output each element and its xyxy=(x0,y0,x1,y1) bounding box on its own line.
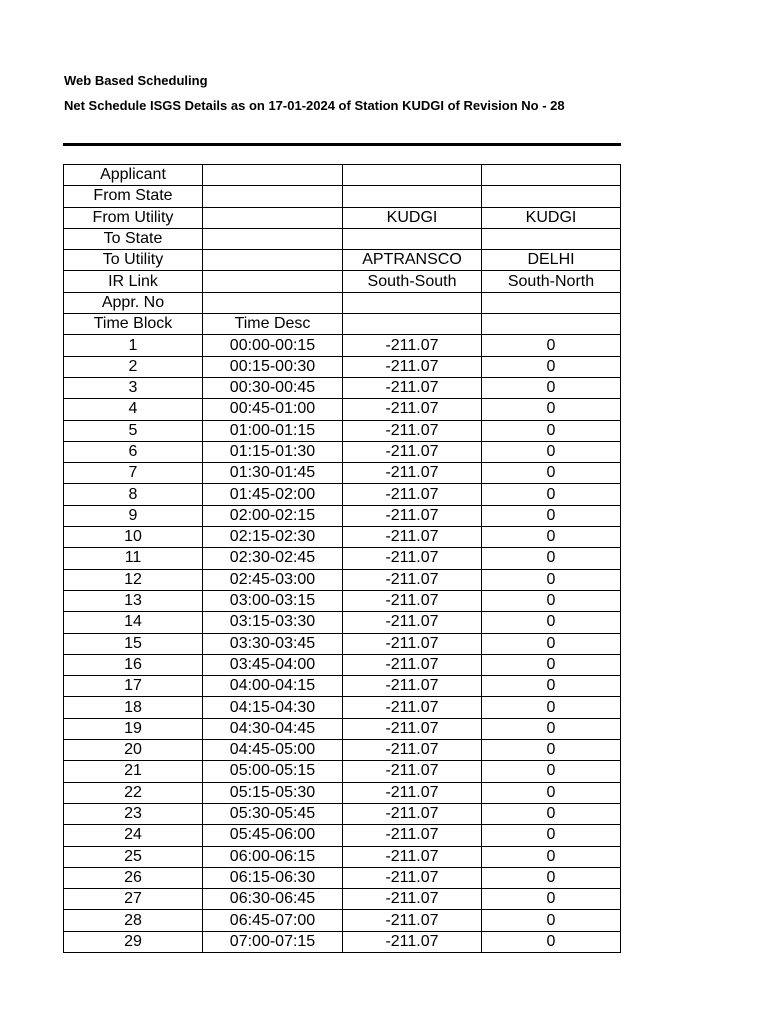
meta-cell-label: Time Block xyxy=(64,314,203,335)
time-block-cell: 2 xyxy=(64,356,203,377)
time-block-cell: 23 xyxy=(64,803,203,824)
table-row xyxy=(64,803,621,824)
time-desc-cell: 04:45-05:00 xyxy=(203,740,343,761)
aptransco-value-cell: -211.07 xyxy=(343,633,482,654)
aptransco-value-cell: -211.07 xyxy=(343,335,482,356)
time-block-cell: 18 xyxy=(64,697,203,718)
table-row xyxy=(64,846,621,867)
table-row xyxy=(64,740,621,761)
table-row xyxy=(64,399,621,420)
table-row xyxy=(64,463,621,484)
delhi-value-cell: 0 xyxy=(482,740,621,761)
delhi-value-cell: 0 xyxy=(482,377,621,398)
meta-cell-c2 xyxy=(203,271,343,292)
delhi-value-cell: 0 xyxy=(482,718,621,739)
time-block-cell: 10 xyxy=(64,527,203,548)
meta-cell-c3: KUDGI xyxy=(343,207,482,228)
time-block-cell: 24 xyxy=(64,825,203,846)
meta-cell-c2 xyxy=(203,228,343,249)
table-row xyxy=(64,548,621,569)
time-desc-cell: 01:00-01:15 xyxy=(203,420,343,441)
aptransco-value-cell: -211.07 xyxy=(343,867,482,888)
meta-row xyxy=(64,271,621,292)
time-block-cell: 7 xyxy=(64,463,203,484)
table-row xyxy=(64,889,621,910)
meta-cell-c2 xyxy=(203,250,343,271)
delhi-value-cell: 0 xyxy=(482,654,621,675)
meta-row xyxy=(64,165,621,186)
meta-cell-c2 xyxy=(203,207,343,228)
table-row xyxy=(64,420,621,441)
table-row xyxy=(64,761,621,782)
time-block-cell: 28 xyxy=(64,910,203,931)
meta-cell-label: From Utility xyxy=(64,207,203,228)
time-block-cell: 16 xyxy=(64,654,203,675)
delhi-value-cell: 0 xyxy=(482,803,621,824)
aptransco-value-cell: -211.07 xyxy=(343,569,482,590)
table-row xyxy=(64,569,621,590)
aptransco-value-cell: -211.07 xyxy=(343,931,482,952)
aptransco-value-cell: -211.07 xyxy=(343,761,482,782)
aptransco-value-cell: -211.07 xyxy=(343,420,482,441)
time-desc-cell: 03:00-03:15 xyxy=(203,590,343,611)
meta-cell-c3 xyxy=(343,228,482,249)
table-row xyxy=(64,718,621,739)
meta-cell-c4: DELHI xyxy=(482,250,621,271)
meta-cell-c4 xyxy=(482,228,621,249)
table-row xyxy=(64,782,621,803)
time-desc-cell: 04:30-04:45 xyxy=(203,718,343,739)
meta-row xyxy=(64,207,621,228)
time-block-cell: 14 xyxy=(64,612,203,633)
aptransco-value-cell: -211.07 xyxy=(343,846,482,867)
document-subtitle: Net Schedule ISGS Details as on 17-01-2024 of Station KUDGI of Revision No - 28 xyxy=(64,98,565,113)
meta-cell-c4: KUDGI xyxy=(482,207,621,228)
aptransco-value-cell: -211.07 xyxy=(343,548,482,569)
meta-cell-c4: South-North xyxy=(482,271,621,292)
meta-cell-c2 xyxy=(203,292,343,313)
time-desc-cell: 02:30-02:45 xyxy=(203,548,343,569)
meta-row xyxy=(64,228,621,249)
delhi-value-cell: 0 xyxy=(482,931,621,952)
delhi-value-cell: 0 xyxy=(482,676,621,697)
delhi-value-cell: 0 xyxy=(482,569,621,590)
time-block-cell: 11 xyxy=(64,548,203,569)
time-desc-cell: 05:45-06:00 xyxy=(203,825,343,846)
time-desc-cell: 06:15-06:30 xyxy=(203,867,343,888)
schedule-rows xyxy=(64,335,621,953)
meta-cell-c3 xyxy=(343,292,482,313)
time-block-cell: 9 xyxy=(64,505,203,526)
delhi-value-cell: 0 xyxy=(482,356,621,377)
time-block-cell: 22 xyxy=(64,782,203,803)
meta-row xyxy=(64,292,621,313)
aptransco-value-cell: -211.07 xyxy=(343,803,482,824)
aptransco-value-cell: -211.07 xyxy=(343,399,482,420)
meta-cell-c3: South-South xyxy=(343,271,482,292)
meta-cell-c2 xyxy=(203,165,343,186)
delhi-value-cell: 0 xyxy=(482,441,621,462)
meta-cell-label: To State xyxy=(64,228,203,249)
aptransco-value-cell: -211.07 xyxy=(343,463,482,484)
time-block-cell: 15 xyxy=(64,633,203,654)
table-row xyxy=(64,867,621,888)
delhi-value-cell: 0 xyxy=(482,889,621,910)
meta-row xyxy=(64,186,621,207)
meta-cell-label: To Utility xyxy=(64,250,203,271)
time-desc-cell: 05:00-05:15 xyxy=(203,761,343,782)
time-desc-cell: 06:30-06:45 xyxy=(203,889,343,910)
time-block-cell: 29 xyxy=(64,931,203,952)
aptransco-value-cell: -211.07 xyxy=(343,782,482,803)
aptransco-value-cell: -211.07 xyxy=(343,590,482,611)
time-block-cell: 5 xyxy=(64,420,203,441)
delhi-value-cell: 0 xyxy=(482,633,621,654)
time-desc-cell: 05:30-05:45 xyxy=(203,803,343,824)
time-block-cell: 17 xyxy=(64,676,203,697)
time-desc-cell: 06:00-06:15 xyxy=(203,846,343,867)
time-desc-cell: 07:00-07:15 xyxy=(203,931,343,952)
meta-cell-label: Applicant xyxy=(64,165,203,186)
time-block-cell: 26 xyxy=(64,867,203,888)
delhi-value-cell: 0 xyxy=(482,463,621,484)
delhi-value-cell: 0 xyxy=(482,782,621,803)
time-desc-cell: 03:15-03:30 xyxy=(203,612,343,633)
time-block-cell: 4 xyxy=(64,399,203,420)
aptransco-value-cell: -211.07 xyxy=(343,441,482,462)
meta-cell-c3 xyxy=(343,165,482,186)
time-block-cell: 1 xyxy=(64,335,203,356)
meta-cell-c4 xyxy=(482,186,621,207)
table-row xyxy=(64,441,621,462)
time-block-cell: 12 xyxy=(64,569,203,590)
time-block-cell: 13 xyxy=(64,590,203,611)
time-desc-cell: 00:45-01:00 xyxy=(203,399,343,420)
meta-cell-c3 xyxy=(343,314,482,335)
meta-cell-label: From State xyxy=(64,186,203,207)
meta-cell-c2: Time Desc xyxy=(203,314,343,335)
aptransco-value-cell: -211.07 xyxy=(343,889,482,910)
table-row xyxy=(64,527,621,548)
delhi-value-cell: 0 xyxy=(482,335,621,356)
aptransco-value-cell: -211.07 xyxy=(343,505,482,526)
time-desc-cell: 06:45-07:00 xyxy=(203,910,343,931)
time-desc-cell: 05:15-05:30 xyxy=(203,782,343,803)
aptransco-value-cell: -211.07 xyxy=(343,527,482,548)
time-desc-cell: 00:15-00:30 xyxy=(203,356,343,377)
aptransco-value-cell: -211.07 xyxy=(343,356,482,377)
time-desc-cell: 02:00-02:15 xyxy=(203,505,343,526)
time-desc-cell: 04:15-04:30 xyxy=(203,697,343,718)
delhi-value-cell: 0 xyxy=(482,399,621,420)
aptransco-value-cell: -211.07 xyxy=(343,740,482,761)
time-block-cell: 20 xyxy=(64,740,203,761)
time-desc-cell: 03:30-03:45 xyxy=(203,633,343,654)
table-row xyxy=(64,335,621,356)
table-row xyxy=(64,505,621,526)
meta-row xyxy=(64,314,621,335)
delhi-value-cell: 0 xyxy=(482,420,621,441)
aptransco-value-cell: -211.07 xyxy=(343,612,482,633)
net-schedule-table xyxy=(63,164,621,953)
header-divider xyxy=(63,143,621,146)
table-row xyxy=(64,697,621,718)
delhi-value-cell: 0 xyxy=(482,867,621,888)
aptransco-value-cell: -211.07 xyxy=(343,910,482,931)
delhi-value-cell: 0 xyxy=(482,697,621,718)
delhi-value-cell: 0 xyxy=(482,825,621,846)
time-desc-cell: 01:45-02:00 xyxy=(203,484,343,505)
delhi-value-cell: 0 xyxy=(482,846,621,867)
aptransco-value-cell: -211.07 xyxy=(343,697,482,718)
meta-cell-label: Appr. No xyxy=(64,292,203,313)
time-block-cell: 6 xyxy=(64,441,203,462)
table-row xyxy=(64,484,621,505)
table-row xyxy=(64,356,621,377)
meta-cell-c4 xyxy=(482,292,621,313)
time-desc-cell: 00:00-00:15 xyxy=(203,335,343,356)
time-block-cell: 21 xyxy=(64,761,203,782)
time-block-cell: 19 xyxy=(64,718,203,739)
delhi-value-cell: 0 xyxy=(482,484,621,505)
document-title: Web Based Scheduling xyxy=(64,73,208,88)
time-desc-cell: 01:15-01:30 xyxy=(203,441,343,462)
table-row xyxy=(64,612,621,633)
meta-row xyxy=(64,250,621,271)
time-block-cell: 25 xyxy=(64,846,203,867)
time-desc-cell: 00:30-00:45 xyxy=(203,377,343,398)
time-desc-cell: 04:00-04:15 xyxy=(203,676,343,697)
meta-rows xyxy=(64,165,621,335)
table-row xyxy=(64,931,621,952)
aptransco-value-cell: -211.07 xyxy=(343,484,482,505)
table-row xyxy=(64,590,621,611)
aptransco-value-cell: -211.07 xyxy=(343,377,482,398)
delhi-value-cell: 0 xyxy=(482,527,621,548)
delhi-value-cell: 0 xyxy=(482,910,621,931)
meta-cell-c3 xyxy=(343,186,482,207)
aptransco-value-cell: -211.07 xyxy=(343,718,482,739)
table-row xyxy=(64,633,621,654)
time-desc-cell: 02:45-03:00 xyxy=(203,569,343,590)
meta-cell-c4 xyxy=(482,314,621,335)
time-block-cell: 27 xyxy=(64,889,203,910)
time-block-cell: 8 xyxy=(64,484,203,505)
delhi-value-cell: 0 xyxy=(482,548,621,569)
time-desc-cell: 02:15-02:30 xyxy=(203,527,343,548)
aptransco-value-cell: -211.07 xyxy=(343,825,482,846)
aptransco-value-cell: -211.07 xyxy=(343,676,482,697)
table-row xyxy=(64,825,621,846)
delhi-value-cell: 0 xyxy=(482,761,621,782)
aptransco-value-cell: -211.07 xyxy=(343,654,482,675)
delhi-value-cell: 0 xyxy=(482,505,621,526)
delhi-value-cell: 0 xyxy=(482,590,621,611)
delhi-value-cell: 0 xyxy=(482,612,621,633)
meta-cell-c4 xyxy=(482,165,621,186)
meta-cell-c3: APTRANSCO xyxy=(343,250,482,271)
table-row xyxy=(64,676,621,697)
time-block-cell: 3 xyxy=(64,377,203,398)
meta-cell-c2 xyxy=(203,186,343,207)
time-desc-cell: 03:45-04:00 xyxy=(203,654,343,675)
time-desc-cell: 01:30-01:45 xyxy=(203,463,343,484)
table-row xyxy=(64,910,621,931)
meta-cell-label: IR Link xyxy=(64,271,203,292)
table-row xyxy=(64,654,621,675)
table-row xyxy=(64,377,621,398)
